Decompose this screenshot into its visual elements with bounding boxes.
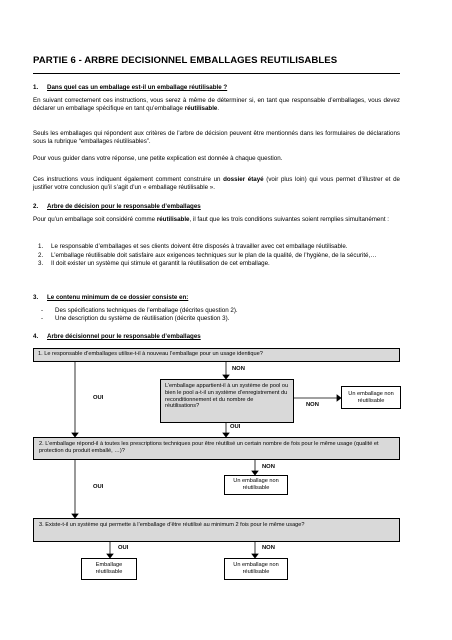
label-non-q1b: NON	[306, 402, 319, 408]
section-1-paragraph-1: En suivant correctement ces instructions, vous serez à même de déterminer si, en tant que responsable d’emballages, vous devez déclarer un emballage spécifique en tant qu’emballage réutilisable.	[33, 97, 400, 112]
list-item: - Une description du système de réutilisation (décrite question 3).	[41, 314, 230, 322]
label-oui-q1: OUI	[93, 395, 104, 401]
section-1-paragraph-4: Ces instructions vous indiquent également comment construire un dossier étayé (voir plus loin) qui vous permet d’illustrer et de justifier votre conclusion qu’il s’agit d’un « emballage réutilisable ».	[33, 176, 400, 191]
list-item: 2. L’emballage réutilisable doit satisfaire aux exigences techniques sur le plan de la qualité, de l’hygiène, de la sécurité,…	[38, 251, 377, 259]
question-2-box: 2. L’emballage répond-il à toutes les prescriptions techniques pour être réutilisé un certain nombre de fois pour le même usage (qualité et protection du produit emballé, …)?	[33, 437, 400, 460]
result-not-reusable-1: Un emballage non réutilisable	[341, 386, 401, 409]
question-1-box: 1. Le responsable d’emballages utilise-t-il à nouveau l’emballage pour un usage identique?	[33, 348, 400, 362]
list-item: - Des spécifications techniques de l’emballage (décrites question 2).	[41, 307, 238, 314]
label-non-q2: NON	[262, 464, 275, 470]
result-not-reusable-3: Un emballage non réutilisable	[224, 558, 288, 580]
label-oui-q1b: OUI	[230, 424, 241, 430]
result-reusable: Emballage réutilisable	[81, 558, 137, 580]
result-not-reusable-2: Un emballage non réutilisable	[224, 475, 288, 495]
list-item: 3. Il doit exister un système qui stimule et garantit la réutilisation de cet emballage.	[38, 260, 270, 268]
section-2-heading: 2. Arbre de décision pour le responsable d’emballages	[33, 203, 201, 210]
section-2-list	[33, 243, 400, 268]
question-3-box: 3. Existe-t-il un système qui permette à l’emballage d’être réutilisé au minimum 2 fois pour le même usage?	[33, 518, 400, 542]
label-oui-q2: OUI	[93, 484, 104, 490]
label-oui-q3: OUI	[118, 545, 129, 551]
section-1-paragraph-3: Pour vous guider dans votre réponse, une petite explication est donnée à chaque question.	[33, 155, 283, 162]
title-rule	[33, 73, 400, 74]
section-3-heading: 3. Le contenu minimum de ce dossier consiste en:	[33, 294, 189, 301]
section-1-paragraph-2: Seuls les emballages qui répondent aux critères de l’arbre de décision peuvent être mentionnés dans les formulaires de déclarations sous la rubrique “emballages réutilisables”.	[33, 130, 400, 145]
section-1-heading: 1. Dans quel cas un emballage est-il un emballage réutilisable ?	[33, 84, 228, 91]
list-item: 1. Le responsable d’emballages et ses clients doivent être disposés à travailler avec cet emballage réutilisable.	[38, 243, 348, 250]
section-2-paragraph: Pour qu’un emballage soit considéré comme réutilisable, il faut que les trois conditions suivantes soient remplies simultanément :	[33, 216, 389, 223]
page-title: PARTIE 6 - ARBRE DECISIONNEL EMBALLAGES REUTILISABLES	[33, 55, 338, 66]
label-non-q3: NON	[262, 545, 275, 551]
question-1b-box: L’emballage appartient-il à un système de pool ou bien le pool a-t-il un système d’enregistrement du reconditionnement et du nombre de réutilisations?	[160, 379, 294, 423]
label-non-q1: NON	[232, 366, 245, 372]
section-3-list	[33, 307, 400, 322]
section-4-heading: 4. Arbre décisionnel pour le responsable d’emballages	[33, 333, 201, 340]
